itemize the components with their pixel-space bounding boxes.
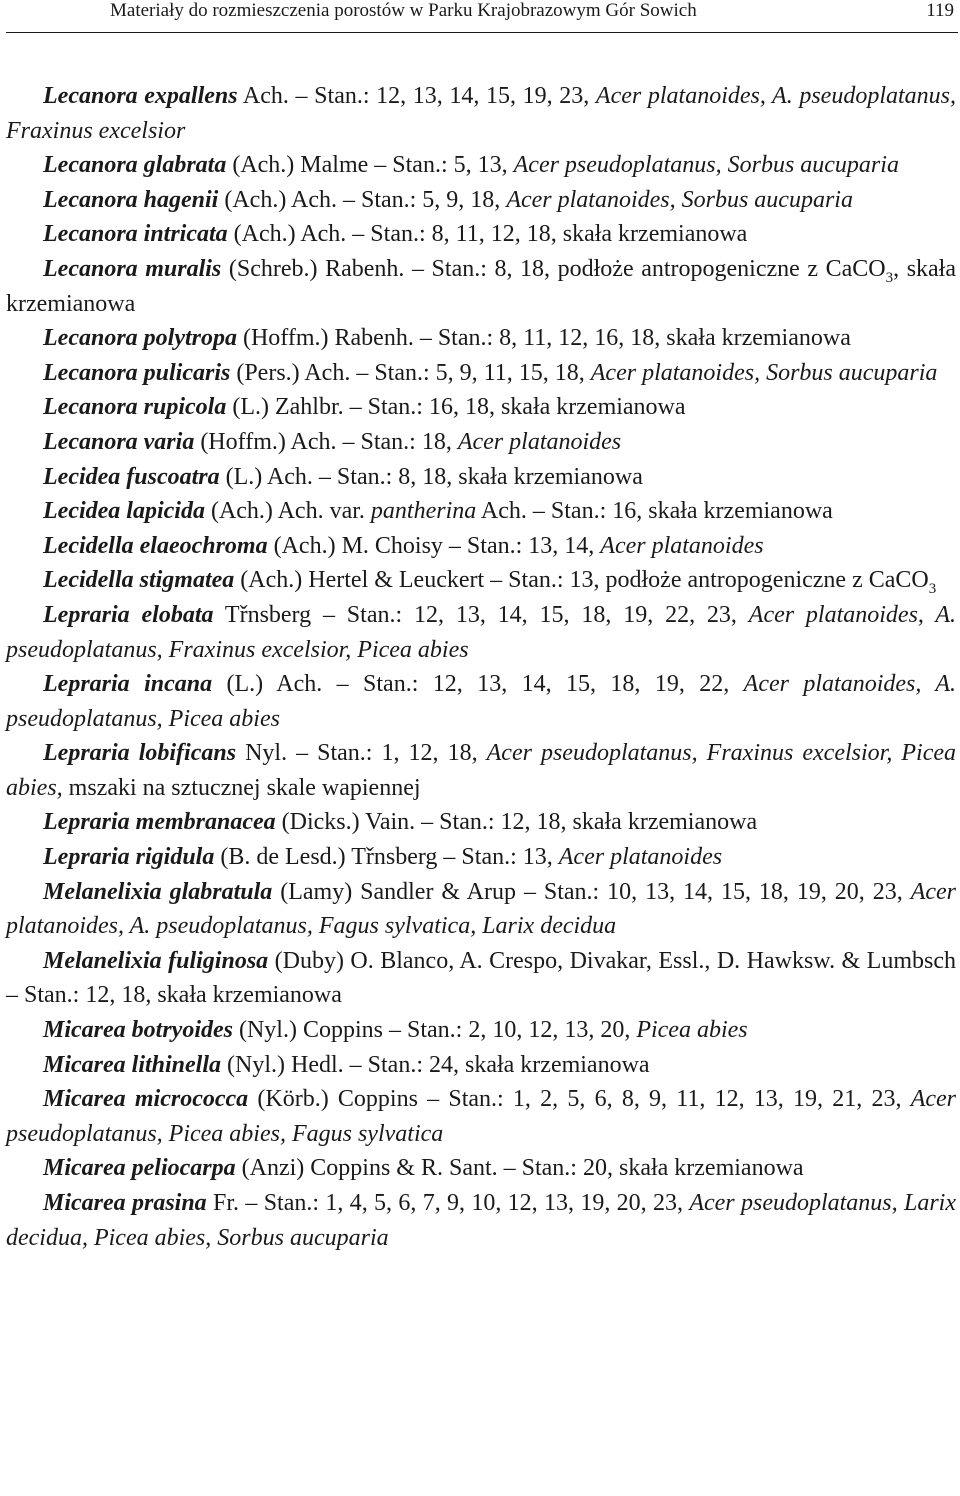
species-list — [6, 79, 956, 1255]
entry-text: (B. de Lesd.) Třnsberg – Stan.: 13, — [214, 844, 559, 871]
entry-text: (Nyl.) Hedl. – Stan.: 24, skała krzemianowa — [221, 1051, 650, 1078]
species-name: Lecanora rupicola — [43, 394, 227, 421]
entry-text: (Schreb.) Rabenh. – Stan.: 8, 18, podłoże antropogeniczne z CaCO — [221, 255, 886, 282]
species-name: Lecidea fuscoatra — [43, 463, 220, 490]
species-name: Lepraria incana — [43, 671, 213, 698]
species-name: Lecanora pulicaris — [43, 359, 231, 386]
species-entry — [6, 494, 956, 529]
species-entry — [6, 460, 956, 495]
species-name: Lecanora muralis — [43, 255, 222, 282]
species-name: Micarea peliocarpa — [43, 1155, 236, 1182]
species-name: Micarea prasina — [43, 1190, 207, 1216]
host-taxa: Acer platanoides, A. pseudoplatanus, Picea abies — [6, 671, 957, 732]
species-entry — [6, 252, 956, 321]
species-entry — [6, 1048, 956, 1083]
species-name: Lepraria membranacea — [43, 809, 276, 836]
species-entry — [6, 217, 956, 252]
species-entry — [6, 1186, 956, 1255]
entry-text: (Pers.) Ach. – Stan.: 5, 9, 11, 15, 18, — [230, 359, 591, 386]
species-name: Lecidea lapicida — [43, 498, 205, 525]
species-name: Micarea micrococca — [43, 1086, 249, 1113]
entry-text: (Hoffm.) Ach. – Stan.: 18, — [194, 428, 458, 455]
entry-text: (L.) Zahlbr. – Stan.: 16, 18, skała krzemianowa — [226, 394, 686, 421]
species-name: Melanelixia glabratula — [43, 878, 273, 905]
entry-text: , skała krzemianowa — [6, 255, 957, 317]
entry-text: (Ach.) Malme – Stan.: 5, 13, — [226, 152, 514, 179]
species-entry — [6, 356, 956, 391]
species-entry — [6, 148, 956, 183]
entry-text: (Nyl.) Coppins – Stan.: 2, 10, 12, 13, 20, — [232, 1017, 637, 1044]
species-entry — [6, 736, 956, 805]
species-entry — [6, 79, 956, 148]
host-taxa: Picea abies — [636, 1017, 748, 1044]
species-name: Micarea lithinella — [43, 1051, 222, 1078]
species-entry — [6, 598, 956, 667]
entry-text: (Duby) O. Blanco, A. Crespo, Divakar, Essl., D. Hawksw. & Lumbsch – Stan.: 12, 18, skała krzemianowa — [6, 947, 956, 1009]
entry-text: (Ach.) M. Choisy – Stan.: 13, 14, — [267, 532, 601, 559]
host-taxa: Acer platanoides — [457, 428, 622, 455]
running-header — [0, 0, 960, 28]
species-entry — [6, 875, 956, 944]
species-name: Micarea botryoides — [43, 1017, 233, 1044]
host-taxa: Acer platanoides — [600, 532, 764, 559]
species-entry — [6, 321, 956, 356]
host-taxa: Acer platanoides, Sorbus aucuparia — [590, 359, 938, 386]
species-entry — [6, 1013, 956, 1048]
species-entry — [6, 805, 956, 840]
species-entry — [6, 390, 956, 425]
species-name: Lecanora glabrata — [43, 152, 227, 179]
species-entry — [6, 667, 956, 736]
entry-text: (Ach.) Ach. – Stan.: 5, 9, 18, — [218, 186, 507, 213]
host-taxa: Acer pseudoplatanus, Fraxinus excelsior, Picea abies, — [6, 740, 956, 801]
header-rule — [6, 32, 958, 33]
species-entry — [6, 425, 956, 460]
entry-text: (Körb.) Coppins – Stan.: 1, 2, 5, 6, 8, 9, 11, 12, 13, 19, 21, 23, — [248, 1086, 911, 1113]
species-name: Lecanora hagenii — [43, 186, 219, 213]
entry-text: (Ach.) Hertel & Leuckert – Stan.: 13, podłoże antropogeniczne z CaCO — [234, 567, 929, 594]
species-entry — [6, 1151, 956, 1186]
host-taxa: Acer platanoides — [558, 844, 723, 871]
host-taxa: Acer platanoides, A. pseudoplatanus, Fraxinus excelsior, Picea abies — [6, 601, 957, 663]
running-title: Materiały do rozmieszczenia porostów w Parku Krajobrazowym Gór Sowich — [110, 0, 697, 21]
species-name: Lecanora polytropa — [43, 325, 237, 352]
host-taxa: Acer pseudoplatanus, Sorbus aucuparia — [513, 152, 899, 179]
host-taxa: Acer platanoides, A. pseudoplatanus, Fagus sylvatica, Larix decidua — [6, 878, 956, 940]
entry-text: (L.) Ach. – Stan.: 8, 18, skała krzemianowa — [219, 463, 643, 490]
species-name: Lecidella elaeochroma — [43, 532, 268, 559]
entry-text: (Anzi) Coppins & R. Sant. – Stan.: 20, skała krzemianowa — [235, 1155, 804, 1182]
entry-text: Třnsberg – Stan.: 12, 13, 14, 15, 18, 19, 22, 23, — [213, 601, 749, 628]
host-taxa: pantherina — [370, 498, 477, 525]
species-name: Melanelixia fuliginosa — [43, 947, 269, 974]
entry-text: (Ach.) Ach. – Stan.: 8, 11, 12, 18, skała krzemianowa — [227, 221, 748, 248]
entry-text: mszaki na sztucznej skale wapiennej — [62, 774, 421, 801]
species-entry — [6, 944, 956, 1013]
entry-text: (Ach.) Ach. var. — [204, 498, 371, 525]
entry-text: (Lamy) Sandler & Arup – Stan.: 10, 13, 14, 15, 18, 19, 20, 23, — [272, 878, 911, 905]
species-entry — [6, 840, 956, 875]
species-name: Lecanora varia — [43, 428, 195, 455]
entry-text: (Hoffm.) Rabenh. – Stan.: 8, 11, 12, 16, 18, skała krzemianowa — [236, 325, 851, 352]
page-number: 119 — [926, 0, 954, 21]
host-taxa: Acer platanoides, A. pseudoplatanus, Fraxinus excelsior — [6, 83, 957, 144]
species-name: Lepraria rigidula — [43, 844, 215, 871]
species-entry — [6, 563, 956, 598]
entry-text: Ach. – Stan.: 16, skała krzemianowa — [476, 498, 833, 525]
species-name: Lepraria elobata — [43, 601, 214, 628]
species-entry — [6, 529, 956, 564]
species-name: Lecanora expallens — [43, 83, 238, 109]
host-taxa: Acer pseudoplatanus, Larix decidua, Picea abies, Sorbus aucuparia — [6, 1190, 956, 1251]
subscript: 3 — [928, 581, 937, 598]
entry-text: (L.) Ach. – Stan.: 12, 13, 14, 15, 18, 19, 22, — [212, 671, 744, 698]
species-name: Lepraria lobificans — [43, 740, 237, 767]
entry-text: Nyl. – Stan.: 1, 12, 18, — [236, 740, 487, 767]
entry-text: Ach. – Stan.: 12, 13, 14, 15, 19, 23, — [237, 83, 596, 109]
entry-text: (Dicks.) Vain. – Stan.: 12, 18, skała krzemianowa — [275, 809, 758, 836]
host-taxa: Acer pseudoplatanus, Picea abies, Fagus sylvatica — [6, 1086, 957, 1147]
host-taxa: Acer platanoides, Sorbus aucuparia — [506, 186, 853, 213]
species-name: Lecidella stigmatea — [43, 567, 235, 594]
entry-text: Fr. – Stan.: 1, 4, 5, 6, 7, 9, 10, 12, 13, 19, 20, 23, — [206, 1190, 690, 1216]
species-name: Lecanora intricata — [43, 221, 228, 248]
subscript: 3 — [885, 269, 894, 286]
species-entry — [6, 183, 956, 218]
species-entry — [6, 1082, 956, 1151]
